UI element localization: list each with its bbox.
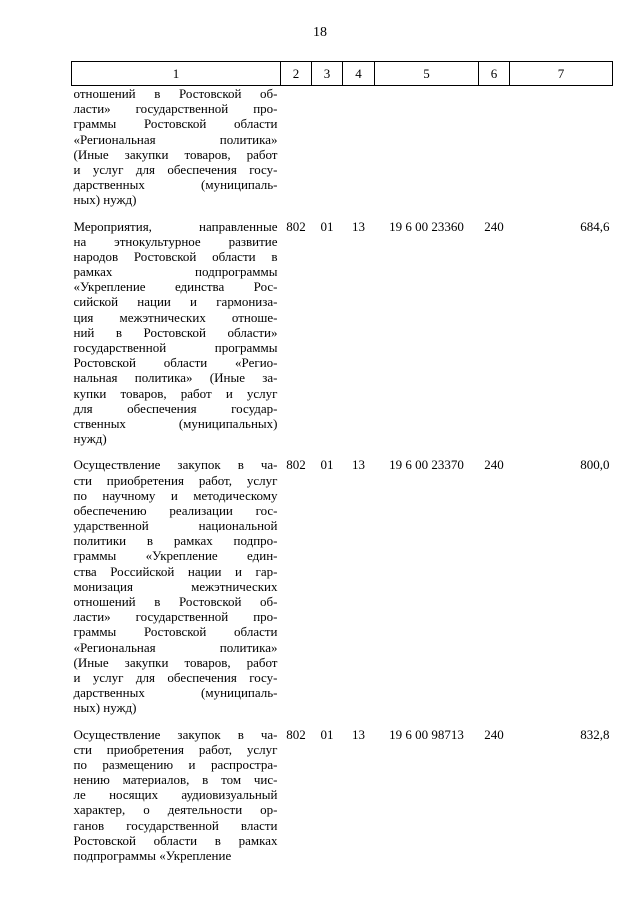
subsection-code bbox=[343, 86, 375, 219]
description-line: рамках подпрограммы bbox=[73, 264, 278, 280]
subsection-code: 13 bbox=[352, 457, 365, 473]
amount-value: 684,6 bbox=[580, 218, 610, 234]
description-line: и услуг для обеспечения госу- bbox=[73, 669, 278, 685]
description-line: дарственных (муниципаль- bbox=[73, 177, 278, 193]
description-line: граммы «Укрепление един- bbox=[73, 548, 278, 564]
expense-type-code: 240 bbox=[484, 218, 504, 234]
ministry-code: 802 bbox=[286, 218, 306, 234]
description-line: подпрограммы «Укрепление bbox=[73, 848, 232, 863]
section-code: 01 bbox=[320, 218, 334, 234]
description-line: ударственной национальной bbox=[73, 518, 278, 534]
table-row bbox=[72, 86, 613, 219]
column-header-4: 4 bbox=[343, 62, 375, 86]
description-line: характер, о деятельности ор- bbox=[73, 802, 278, 818]
table-row bbox=[72, 457, 613, 726]
description-line: ласти» государственной про- bbox=[73, 609, 278, 625]
description-line: ний в Ростовской области» bbox=[73, 324, 278, 340]
section-code: 01 bbox=[320, 457, 334, 473]
target-article-code bbox=[375, 86, 479, 219]
page-number: 18 bbox=[313, 25, 327, 40]
description-line: Мероприятия, направленные bbox=[73, 218, 278, 234]
description-line: Осуществление закупок в ча- bbox=[73, 457, 278, 473]
description-line: обеспечению реализации гос- bbox=[73, 502, 278, 518]
description-line: граммы Ростовской области bbox=[73, 116, 278, 132]
expense-type-code bbox=[479, 86, 510, 219]
description-line: политики в рамках подпро- bbox=[73, 533, 278, 549]
description-line: сти приобретения работ, услуг bbox=[73, 741, 278, 757]
row-description bbox=[72, 727, 281, 875]
description-line: ства Российской нации и гар- bbox=[73, 563, 278, 579]
description-line: купки товаров, работ и услуг bbox=[73, 385, 278, 401]
row-description bbox=[72, 457, 281, 726]
column-header-2: 2 bbox=[281, 62, 312, 86]
description-line: ласти» государственной про- bbox=[73, 101, 278, 117]
description-line: «Укрепление единства Рос- bbox=[73, 279, 278, 295]
description-line: и услуг для обеспечения госу- bbox=[73, 161, 278, 177]
description-line: отношений в Ростовской об- bbox=[73, 594, 278, 609]
row-description bbox=[72, 219, 281, 458]
description-line: сти приобретения работ, услуг bbox=[73, 472, 278, 488]
column-header-7: 7 bbox=[510, 62, 613, 86]
table-header bbox=[72, 62, 613, 86]
description-line: ле носящих аудиовизуальный bbox=[73, 787, 278, 803]
ministry-code: 802 bbox=[286, 457, 306, 473]
description-line: Ростовской области «Регио- bbox=[73, 355, 278, 371]
ministry-code bbox=[281, 86, 312, 219]
description-line: «Региональная политика» bbox=[73, 131, 278, 147]
description-line: (Иные закупки товаров, работ bbox=[73, 654, 278, 670]
description-line: нужд) bbox=[73, 431, 107, 447]
column-header-5: 5 bbox=[375, 62, 479, 86]
description-line: ных) нужд) bbox=[73, 700, 137, 716]
target-article-code: 19 6 00 23360 bbox=[389, 218, 464, 234]
budget-table bbox=[71, 61, 613, 874]
section-code: 01 bbox=[320, 726, 334, 742]
subsection-code: 13 bbox=[352, 218, 365, 234]
description-line: государственной программы bbox=[73, 340, 278, 355]
amount-value bbox=[510, 86, 613, 219]
table-row bbox=[72, 219, 613, 458]
column-header-1: 1 bbox=[72, 62, 281, 86]
description-line: ственных (муниципальных) bbox=[73, 415, 278, 431]
subsection-code: 13 bbox=[352, 726, 365, 742]
amount-value: 832,8 bbox=[580, 726, 610, 742]
description-line: Осуществление закупок в ча- bbox=[73, 726, 278, 742]
column-header-6: 6 bbox=[479, 62, 510, 86]
ministry-code: 802 bbox=[286, 726, 306, 742]
section-code bbox=[312, 86, 343, 219]
description-line: по размещению и распростра- bbox=[73, 756, 278, 772]
table-body bbox=[72, 86, 613, 875]
header-row bbox=[72, 62, 613, 86]
description-line: отношений в Ростовской об- bbox=[73, 86, 278, 101]
column-header-3: 3 bbox=[312, 62, 343, 86]
description-line: ных) нужд) bbox=[73, 192, 137, 208]
table-row bbox=[72, 727, 613, 875]
description-line: (Иные закупки товаров, работ bbox=[73, 146, 278, 162]
description-line: народов Ростовской области в bbox=[73, 248, 278, 264]
description-line: ганов государственной власти bbox=[73, 817, 278, 833]
description-line: нальная политика» (Иные за- bbox=[73, 370, 278, 386]
description-line: нению материалов, в том чис- bbox=[73, 772, 278, 788]
description-line: монизация межэтнических bbox=[73, 578, 278, 594]
description-line: на этнокультурное развитие bbox=[73, 233, 278, 249]
amount-value: 800,0 bbox=[580, 457, 610, 473]
description-line: граммы Ростовской области bbox=[73, 624, 278, 640]
expense-type-code: 240 bbox=[484, 457, 504, 473]
target-article-code: 19 6 00 23370 bbox=[389, 457, 464, 473]
description-line: по научному и методическому bbox=[73, 487, 278, 503]
description-line: «Региональная политика» bbox=[73, 639, 278, 655]
expense-type-code: 240 bbox=[484, 726, 504, 742]
description-line: для обеспечения государ- bbox=[73, 400, 278, 416]
description-line: дарственных (муниципаль- bbox=[73, 685, 278, 701]
description-line: ция межэтнических отноше- bbox=[73, 309, 278, 325]
description-line: сийской нации и гармониза- bbox=[73, 294, 278, 310]
description-line: Ростовской области в рамках bbox=[73, 832, 278, 848]
target-article-code: 19 6 00 98713 bbox=[389, 726, 464, 742]
row-description bbox=[72, 86, 281, 219]
